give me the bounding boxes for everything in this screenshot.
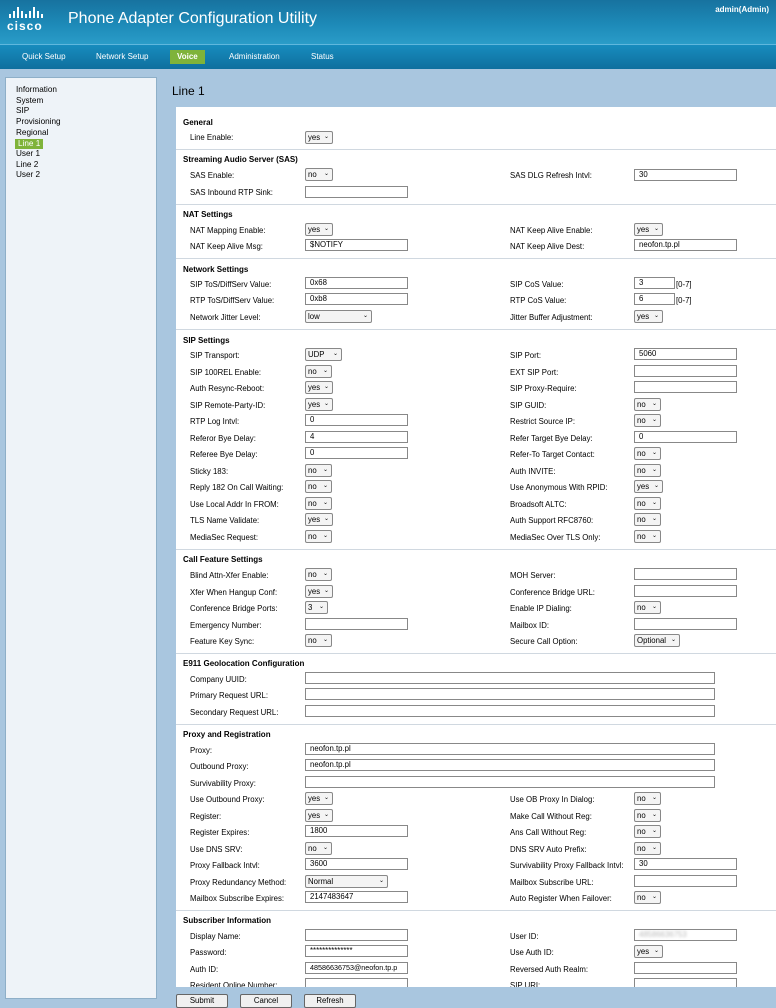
section-call-feature: Call Feature Settings [183, 555, 263, 564]
chevron-down-icon: ⌄ [651, 828, 657, 834]
outbound-proxy-label: Outbound Proxy: [190, 762, 249, 771]
chevron-down-icon: ⌄ [323, 812, 329, 818]
moh-server-input[interactable] [634, 568, 737, 580]
reply-182-select[interactable]: no ⌄ [305, 480, 332, 493]
tab-voice[interactable]: Voice [170, 50, 205, 64]
use-outbound-proxy-label: Use Outbound Proxy: [190, 795, 265, 804]
sip-port-label: SIP Port: [510, 351, 542, 360]
chevron-down-icon: ⌄ [653, 948, 659, 954]
sip-guid-select[interactable]: no ⌄ [634, 398, 661, 411]
sidebar-item-information[interactable]: Information [16, 85, 57, 94]
sip-proxy-require-input[interactable] [634, 381, 737, 393]
sas-enable-label: SAS Enable: [190, 171, 235, 180]
divider [176, 653, 776, 654]
ext-sip-port-input[interactable] [634, 365, 737, 377]
auto-register-failover-select[interactable]: no ⌄ [634, 891, 661, 904]
proxy-label: Proxy: [190, 746, 213, 755]
emergency-number-input[interactable] [305, 618, 408, 630]
sip-remote-party-id-label: SIP Remote-Party-ID: [190, 401, 266, 410]
sip-cos-label: SIP CoS Value: [510, 280, 564, 289]
restrict-source-ip-label: Restrict Source IP: [510, 417, 575, 426]
display-name-label: Display Name: [190, 932, 241, 941]
auth-invite-label: Auth INVITE: [510, 467, 556, 476]
register-expires-label: Register Expires: [190, 828, 250, 837]
line-enable-label: Line Enable: [190, 133, 234, 142]
user-id-input[interactable] [634, 929, 737, 941]
sip-uri-input[interactable] [634, 978, 737, 987]
use-anonymous-rpid-select[interactable]: yes ⌄ [634, 480, 663, 493]
refer-to-target-contact-select[interactable]: no ⌄ [634, 447, 661, 460]
chevron-down-icon: ⌄ [322, 845, 328, 851]
chevron-down-icon: ⌄ [651, 894, 657, 900]
secure-call-option-select[interactable]: Optional ⌄ [634, 634, 680, 647]
tab-status[interactable]: Status [311, 52, 334, 61]
feature-key-sync-select[interactable]: no ⌄ [305, 634, 332, 647]
proxy-fallback-intvl-input[interactable]: 3600 [305, 858, 408, 870]
use-auth-id-label: Use Auth ID: [510, 948, 554, 957]
user-id-label: User ID: [510, 932, 539, 941]
secure-call-option-label: Secure Call Option: [510, 637, 578, 646]
section-nat: NAT Settings [183, 210, 233, 219]
reversed-auth-realm-label: Reversed Auth Realm: [510, 965, 589, 974]
section-proxy: Proxy and Registration [183, 730, 271, 739]
sidebar-item-user-2[interactable]: User 2 [16, 170, 41, 180]
password-input[interactable]: ************** [305, 945, 408, 957]
section-network: Network Settings [183, 265, 249, 274]
blind-attn-xfer-select[interactable]: no ⌄ [305, 568, 332, 581]
chevron-down-icon: ⌄ [362, 313, 368, 319]
use-ob-proxy-dialog-select[interactable]: no ⌄ [634, 792, 661, 805]
settings-panel [176, 107, 776, 987]
dns-srv-auto-prefix-select[interactable]: no ⌄ [634, 842, 661, 855]
rtp-cos-range: [0-7] [676, 296, 692, 305]
tab-quick-setup[interactable]: Quick Setup [22, 52, 66, 61]
nat-keep-alive-msg-input[interactable]: $NOTIFY [305, 239, 408, 251]
sas-enable-select[interactable]: no ⌄ [305, 168, 333, 181]
sip-tos-label: SIP ToS/DiffServ Value: [190, 280, 272, 289]
resident-online-number-label: Resident Online Number: [190, 981, 278, 987]
user-id-value: 48586636753 [639, 930, 687, 939]
make-call-without-reg-label: Make Call Without Reg: [510, 812, 592, 821]
blind-attn-xfer-label: Blind Attn-Xfer Enable: [190, 571, 269, 580]
page-title: Line 1 [172, 84, 205, 98]
sidebar-item-provisioning[interactable]: Provisioning [16, 117, 61, 127]
tab-network-setup[interactable]: Network Setup [96, 52, 149, 61]
survivability-fallback-intvl-label: Survivability Proxy Fallback Intvl: [510, 861, 624, 870]
cisco-logo [7, 5, 49, 35]
nat-keep-alive-dest-label: NAT Keep Alive Dest: [510, 242, 585, 251]
conf-bridge-ports-label: Conference Bridge Ports: [190, 604, 278, 613]
chevron-down-icon: ⌄ [322, 571, 328, 577]
mailbox-subscribe-url-input[interactable] [634, 875, 737, 887]
chevron-down-icon: ⌄ [332, 351, 338, 357]
referor-bye-delay-input[interactable]: 4 [305, 431, 408, 443]
conf-bridge-url-input[interactable] [634, 585, 737, 597]
primary-request-url-label: Primary Request URL: [190, 691, 268, 700]
use-ob-proxy-dialog-label: Use OB Proxy In Dialog: [510, 795, 595, 804]
chevron-down-icon: ⌄ [323, 134, 329, 140]
cancel-button[interactable]: Cancel [240, 994, 292, 1008]
referee-bye-delay-label: Referee Bye Delay: [190, 450, 258, 459]
sip-tos-input[interactable]: 0x68 [305, 277, 408, 289]
password-label: Password: [190, 948, 227, 957]
sas-inbound-rtp-sink-input[interactable] [305, 186, 408, 198]
mediasec-request-select[interactable]: no ⌄ [305, 530, 332, 543]
section-subscriber: Subscriber Information [183, 916, 272, 925]
nat-keep-alive-enable-select[interactable]: yes ⌄ [634, 223, 663, 236]
auth-invite-select[interactable]: no ⌄ [634, 464, 661, 477]
xfer-hangup-conf-label: Xfer When Hangup Conf: [190, 588, 278, 597]
header [0, 0, 776, 44]
use-dns-srv-label: Use DNS SRV: [190, 845, 243, 854]
sip-100rel-select[interactable]: no ⌄ [305, 365, 332, 378]
company-uuid-label: Company UUID: [190, 675, 247, 684]
sidebar [5, 77, 157, 999]
sidebar-item-sip[interactable]: SIP [16, 106, 30, 116]
restrict-source-ip-select[interactable]: no ⌄ [634, 414, 661, 427]
sidebar-item-system[interactable]: System [16, 95, 44, 105]
broadsoft-altc-label: Broadsoft ALTC: [510, 500, 567, 509]
divider [176, 724, 776, 725]
auth-resync-reboot-select[interactable]: yes ⌄ [305, 381, 333, 394]
register-label: Register: [190, 812, 222, 821]
proxy-fallback-intvl-label: Proxy Fallback Intvl: [190, 861, 260, 870]
auto-register-failover-label: Auto Register When Failover: [510, 894, 612, 903]
line-enable-select[interactable]: yes ⌄ [305, 131, 333, 144]
mediasec-over-tls-label: MediaSec Over TLS Only: [510, 533, 601, 542]
tls-name-validate-select[interactable]: yes ⌄ [305, 513, 333, 526]
network-jitter-label: Network Jitter Level: [190, 313, 261, 322]
nat-keep-alive-msg-label: NAT Keep Alive Msg: [190, 242, 263, 251]
chevron-down-icon: ⌄ [322, 500, 328, 506]
proxy-redundancy-method-select[interactable]: Normal ⌄ [305, 875, 388, 888]
sas-inbound-rtp-sink-label: SAS Inbound RTP Sink: [190, 188, 273, 197]
chevron-down-icon: ⌄ [651, 417, 657, 423]
chevron-down-icon: ⌄ [322, 637, 328, 643]
sidebar-item-user-1[interactable]: User 1 [16, 149, 41, 159]
reversed-auth-realm-input[interactable] [634, 962, 737, 974]
divider [176, 910, 776, 911]
chevron-down-icon: ⌄ [322, 483, 328, 489]
chevron-down-icon: ⌄ [323, 384, 329, 390]
cisco-wordmark: cisco [7, 19, 43, 33]
user-label[interactable]: admin(Admin) [715, 5, 769, 14]
proxy-input[interactable]: neofon.tp.pl [305, 743, 715, 755]
sip-remote-party-id-select[interactable]: yes ⌄ [305, 398, 333, 411]
sticky-183-select[interactable]: no ⌄ [305, 464, 332, 477]
tab-administration[interactable]: Administration [229, 52, 280, 61]
tls-name-validate-label: TLS Name Validate: [190, 516, 260, 525]
rtp-log-intvl-input[interactable]: 0 [305, 414, 408, 426]
cisco-bars-icon [9, 5, 49, 18]
referee-bye-delay-input[interactable]: 0 [305, 447, 408, 459]
sidebar-item-line-2[interactable]: Line 2 [16, 159, 39, 169]
secondary-request-url-input[interactable] [305, 705, 715, 717]
sidebar-item-regional[interactable]: Regional [16, 127, 49, 137]
referor-bye-delay-label: Referor Bye Delay: [190, 434, 256, 443]
nat-mapping-enable-label: NAT Mapping Enable: [190, 226, 266, 235]
chevron-down-icon: ⌄ [651, 467, 657, 473]
auth-id-input[interactable]: 48586636753@neofon.tp.p [305, 962, 408, 974]
chevron-down-icon: ⌄ [651, 401, 657, 407]
chevron-down-icon: ⌄ [653, 483, 659, 489]
divider [176, 549, 776, 550]
chevron-down-icon: ⌄ [322, 533, 328, 539]
rtp-tos-label: RTP ToS/DiffServ Value: [190, 296, 275, 305]
refer-target-bye-delay-input[interactable]: 0 [634, 431, 737, 443]
mediasec-over-tls-select[interactable]: no ⌄ [634, 530, 661, 543]
chevron-down-icon: ⌄ [323, 516, 329, 522]
use-dns-srv-select[interactable]: no ⌄ [305, 842, 332, 855]
refresh-button[interactable]: Refresh [304, 994, 356, 1008]
moh-server-label: MOH Server: [510, 571, 556, 580]
submit-button[interactable]: Submit [176, 994, 228, 1008]
ans-call-without-reg-select[interactable]: no ⌄ [634, 825, 661, 838]
display-name-input[interactable] [305, 929, 408, 941]
broadsoft-altc-select[interactable]: no ⌄ [634, 497, 661, 510]
chevron-down-icon: ⌄ [323, 226, 329, 232]
sip-transport-select[interactable]: UDP ⌄ [305, 348, 342, 361]
jitter-buffer-adj-select[interactable]: yes ⌄ [634, 310, 663, 323]
chevron-down-icon: ⌄ [653, 226, 659, 232]
auth-support-rfc8760-label: Auth Support RFC8760: [510, 516, 594, 525]
sip-cos-input[interactable]: 3 [634, 277, 675, 289]
sas-dlg-refresh-label: SAS DLG Refresh Intvl: [510, 171, 592, 180]
secondary-request-url-label: Secondary Request URL: [190, 708, 279, 717]
chevron-down-icon: ⌄ [318, 604, 324, 610]
resident-online-number-input[interactable] [305, 978, 408, 987]
survivability-proxy-label: Survivability Proxy: [190, 779, 256, 788]
rtp-cos-label: RTP CoS Value: [510, 296, 567, 305]
emergency-number-label: Emergency Number: [190, 621, 262, 630]
sip-proxy-require-label: SIP Proxy-Require: [510, 384, 577, 393]
mailbox-id-input[interactable] [634, 618, 737, 630]
enable-ip-dialing-label: Enable IP Dialing: [510, 604, 572, 613]
sip-100rel-label: SIP 100REL Enable: [190, 368, 262, 377]
ans-call-without-reg-label: Ans Call Without Reg: [510, 828, 587, 837]
chevron-down-icon: ⌄ [670, 637, 676, 643]
chevron-down-icon: ⌄ [651, 604, 657, 610]
sas-dlg-refresh-input[interactable]: 30 [634, 169, 737, 181]
outbound-proxy-input[interactable]: neofon.tp.pl [305, 759, 715, 771]
chevron-down-icon: ⌄ [323, 171, 329, 177]
rtp-log-intvl-label: RTP Log Intvl: [190, 417, 240, 426]
chevron-down-icon: ⌄ [651, 845, 657, 851]
chevron-down-icon: ⌄ [323, 401, 329, 407]
sip-port-input[interactable]: 5060 [634, 348, 737, 360]
survivability-proxy-input[interactable] [305, 776, 715, 788]
chevron-down-icon: ⌄ [651, 500, 657, 506]
enable-ip-dialing-select[interactable]: no ⌄ [634, 601, 661, 614]
nat-mapping-enable-select[interactable]: yes ⌄ [305, 223, 333, 236]
survivability-fallback-intvl-input[interactable]: 30 [634, 858, 737, 870]
network-jitter-select[interactable]: low ⌄ [305, 310, 372, 323]
sip-transport-label: SIP Transport: [190, 351, 240, 360]
divider [176, 329, 776, 330]
divider [176, 204, 776, 205]
chevron-down-icon: ⌄ [378, 878, 384, 884]
register-select[interactable]: yes ⌄ [305, 809, 333, 822]
jitter-buffer-adj-label: Jitter Buffer Adjustment: [510, 313, 593, 322]
sidebar-item-line-1[interactable]: Line 1 [15, 139, 43, 150]
mailbox-id-label: Mailbox ID: [510, 621, 549, 630]
chevron-down-icon: ⌄ [651, 812, 657, 818]
xfer-hangup-conf-select[interactable]: yes ⌄ [305, 585, 333, 598]
top-nav [0, 44, 776, 69]
refer-to-target-contact-label: Refer-To Target Contact: [510, 450, 595, 459]
conf-bridge-ports-select[interactable]: 3 ⌄ [305, 601, 328, 614]
chevron-down-icon: ⌄ [651, 795, 657, 801]
section-e911: E911 Geolocation Configuration [183, 659, 305, 668]
sip-guid-label: SIP GUID: [510, 401, 547, 410]
chevron-down-icon: ⌄ [322, 368, 328, 374]
mediasec-request-label: MediaSec Request: [190, 533, 259, 542]
mailbox-subscribe-expires-label: Mailbox Subscribe Expires: [190, 894, 285, 903]
register-expires-input[interactable]: 1800 [305, 825, 408, 837]
section-general: General [183, 118, 213, 127]
make-call-without-reg-select[interactable]: no ⌄ [634, 809, 661, 822]
ext-sip-port-label: EXT SIP Port: [510, 368, 559, 377]
use-outbound-proxy-select[interactable]: yes ⌄ [305, 792, 333, 805]
chevron-down-icon: ⌄ [322, 467, 328, 473]
rtp-tos-input[interactable]: 0xb8 [305, 293, 408, 305]
section-sas: Streaming Audio Server (SAS) [183, 155, 298, 164]
app-title: Phone Adapter Configuration Utility [68, 10, 318, 27]
company-uuid-input[interactable] [305, 672, 715, 684]
chevron-down-icon: ⌄ [651, 450, 657, 456]
auth-id-label: Auth ID: [190, 965, 219, 974]
use-anonymous-rpid-label: Use Anonymous With RPID: [510, 483, 608, 492]
chevron-down-icon: ⌄ [323, 795, 329, 801]
sip-uri-label: SIP URI: [510, 981, 541, 987]
nat-keep-alive-enable-label: NAT Keep Alive Enable: [510, 226, 593, 235]
chevron-down-icon: ⌄ [651, 533, 657, 539]
chevron-down-icon: ⌄ [323, 588, 329, 594]
section-sip: SIP Settings [183, 336, 230, 345]
sip-cos-range: [0-7] [676, 280, 692, 289]
refer-target-bye-delay-label: Refer Target Bye Delay: [510, 434, 593, 443]
divider [176, 149, 776, 150]
use-local-addr-from-label: Use Local Addr In FROM: [190, 500, 279, 509]
use-auth-id-select[interactable]: yes ⌄ [634, 945, 663, 958]
auth-resync-reboot-label: Auth Resync-Reboot: [190, 384, 265, 393]
mailbox-subscribe-url-label: Mailbox Subscribe URL: [510, 878, 594, 887]
use-local-addr-from-select[interactable]: no ⌄ [305, 497, 332, 510]
nat-keep-alive-dest-input[interactable]: neofon.tp.pl [634, 239, 737, 251]
primary-request-url-input[interactable] [305, 688, 715, 700]
feature-key-sync-label: Feature Key Sync: [190, 637, 255, 646]
dns-srv-auto-prefix-label: DNS SRV Auto Prefix: [510, 845, 587, 854]
conf-bridge-url-label: Conference Bridge URL: [510, 588, 595, 597]
reply-182-label: Reply 182 On Call Waiting: [190, 483, 284, 492]
rtp-cos-input[interactable]: 6 [634, 293, 675, 305]
sticky-183-label: Sticky 183: [190, 467, 229, 476]
mailbox-subscribe-expires-input[interactable]: 2147483647 [305, 891, 408, 903]
auth-support-rfc8760-select[interactable]: no ⌄ [634, 513, 661, 526]
chevron-down-icon: ⌄ [651, 516, 657, 522]
proxy-redundancy-method-label: Proxy Redundancy Method: [190, 878, 287, 887]
chevron-down-icon: ⌄ [653, 313, 659, 319]
divider [176, 258, 776, 259]
